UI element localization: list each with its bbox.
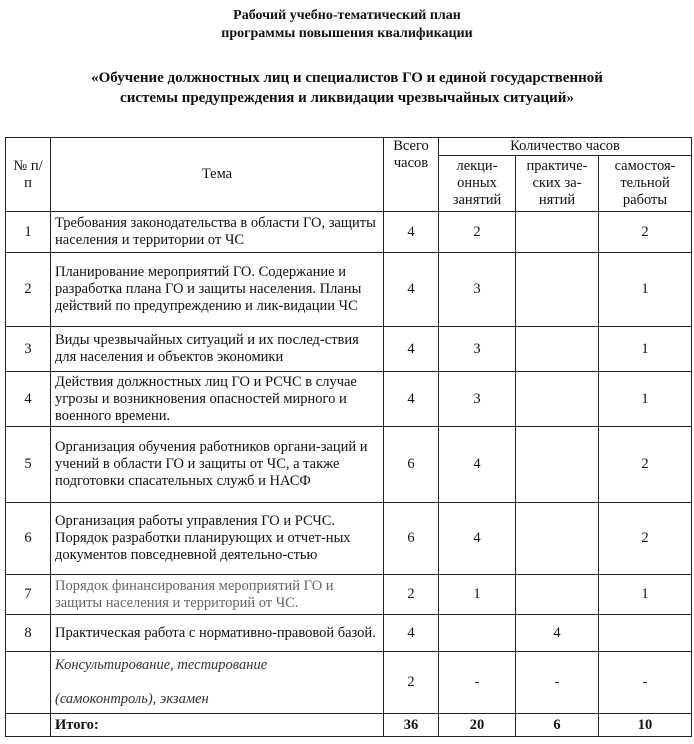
totals-lec: 20 [439,714,516,737]
table-row [6,253,692,327]
header-self: самостоя-тельной работы [599,156,692,212]
row-topic: Организация работы управления ГО и РСЧС. Порядок разработки планирующих и отчет-ных документов повседневной деятельно-стью [51,503,384,575]
row-total: 4 [384,615,439,652]
consult-prac: - [516,652,599,714]
row-topic: Требования законодательства в области ГО, защиты населения и территории от ЧС [51,212,384,253]
row-lecture: 1 [439,575,516,615]
row-total: 6 [384,427,439,503]
doc-subtitle-line1: «Обучение должностных лиц и специалистов ГО и единой государственной [91,70,603,86]
doc-subtitle-line2: системы предупреждения и ликвидации чрезвычайных ситуаций» [120,90,574,106]
table-row [6,575,692,615]
row-self: 2 [599,212,692,253]
row-total: 4 [384,372,439,427]
row-topic: Порядок финансирования мероприятий ГО и защиты населения и территорий от ЧС. [51,575,384,615]
table-row [6,427,692,503]
table-row [6,212,692,253]
header-practice: практиче-ских за-нятий [516,156,599,212]
doc-title-line2: программы повышения квалификации [221,26,473,41]
row-num: 4 [6,372,51,427]
consult-line2: (самоконтроль), экзамен [55,691,209,707]
consult-line1: Консультирование, тестирование [55,657,268,673]
row-topic: Действия должностных лиц ГО и РСЧС в случае угрозы и возникновения опасностей мирного и военного времени. [51,372,384,427]
table-row [6,615,692,652]
row-lecture: 3 [439,327,516,372]
row-num: 5 [6,427,51,503]
row-num: 6 [6,503,51,575]
row-topic: Практическая работа с нормативно-правовой базой. [51,615,384,652]
curriculum-table [5,137,692,737]
row-num: 3 [6,327,51,372]
row-total: 4 [384,253,439,327]
row-self: 2 [599,503,692,575]
row-self: 1 [599,327,692,372]
doc-title-line1: Рабочий учебно-тематический план [233,8,461,23]
row-lecture: 2 [439,212,516,253]
row-self [599,615,692,652]
row-practice [516,327,599,372]
row-total: 6 [384,503,439,575]
header-topic: Тема [51,138,384,212]
row-practice [516,212,599,253]
row-self: 1 [599,372,692,427]
consult-total: 2 [384,652,439,714]
row-topic: Виды чрезвычайных ситуаций и их послед-ствия для населения и объектов экономики [51,327,384,372]
row-lecture: 4 [439,503,516,575]
row-self: 1 [599,253,692,327]
table-row [6,503,692,575]
table-row-totals [6,714,692,737]
row-lecture: 4 [439,427,516,503]
row-practice [516,575,599,615]
row-num: 8 [6,615,51,652]
row-practice: 4 [516,615,599,652]
row-total: 2 [384,575,439,615]
row-lecture [439,615,516,652]
row-practice [516,372,599,427]
row-topic: Планирование мероприятий ГО. Содержание и разработка плана ГО и защиты населения. Планы действий по предупреждению и лик-видации ЧС [51,253,384,327]
header-num: № п/п [6,138,51,212]
totals-prac: 6 [516,714,599,737]
row-practice [516,427,599,503]
consult-self: - [599,652,692,714]
row-total: 4 [384,327,439,372]
totals-self: 10 [599,714,692,737]
totals-label: Итого: [51,714,384,737]
table-row-consult [6,652,692,714]
row-self: 1 [599,575,692,615]
row-num: 1 [6,212,51,253]
header-lecture: лекци-онных занятий [439,156,516,212]
totals-total: 36 [384,714,439,737]
row-lecture: 3 [439,372,516,427]
row-num: 2 [6,253,51,327]
consult-lec: - [439,652,516,714]
header-hours: Количество часов [439,138,692,156]
table-row [6,327,692,372]
table-row [6,372,692,427]
header-total: Всего часов [384,138,439,212]
row-topic: Организация обучения работников органи-заций и учений в области ГО и защиты от ЧС, а также подготовки спасательных служб и НАСФ [51,427,384,503]
row-practice [516,503,599,575]
row-total: 4 [384,212,439,253]
row-num: 7 [6,575,51,615]
row-practice [516,253,599,327]
row-self: 2 [599,427,692,503]
row-lecture: 3 [439,253,516,327]
